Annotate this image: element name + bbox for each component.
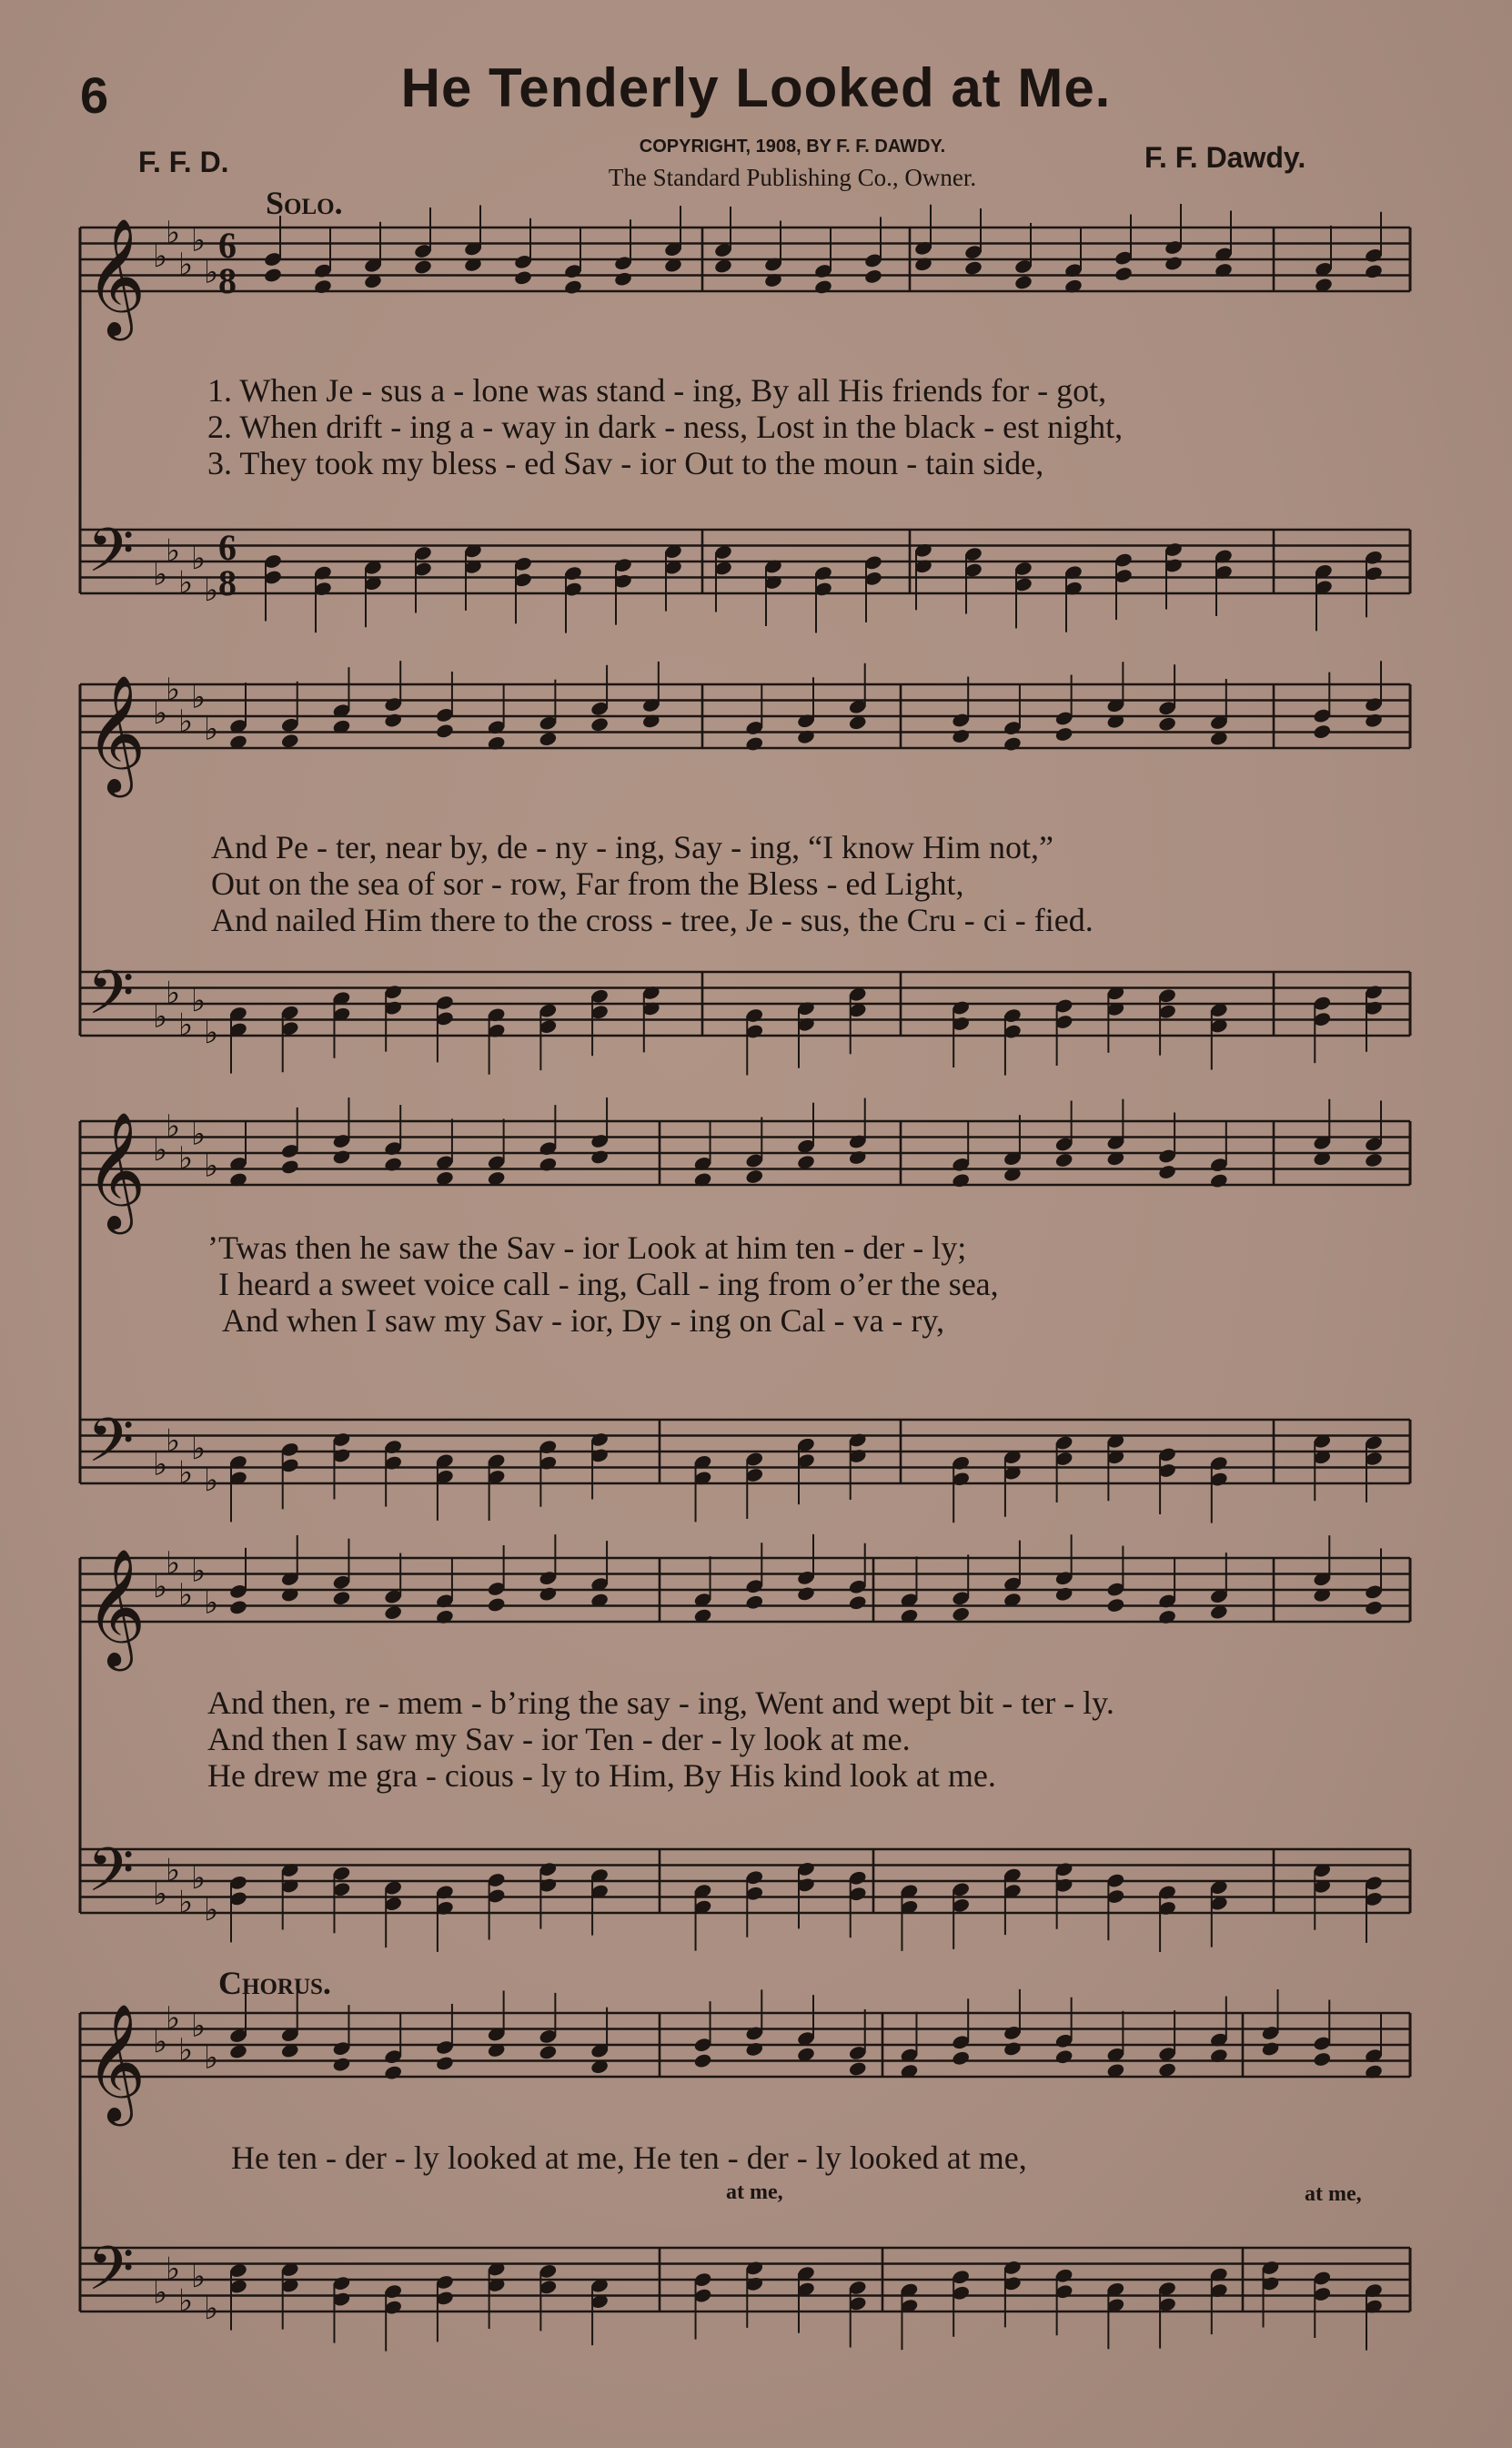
alto-echo-lyric: at me, <box>726 2180 783 2204</box>
note-head <box>952 2050 971 2067</box>
lyric-line: I heard a sweet voice call - ing, Call - ing from o’er the sea, <box>218 1266 999 1302</box>
flat-sign: ♭ <box>153 695 168 732</box>
note-head <box>384 2064 403 2080</box>
note-head <box>1157 1609 1176 1625</box>
flat-sign: ♭ <box>204 711 219 748</box>
note-head <box>745 1594 764 1611</box>
lyric-line: And when I saw my Sav - ior, Dy - ing on Cal - va - ry, <box>222 1302 945 1339</box>
lyric-line: ’Twas then he saw the Sav - ior Look at him ten - der - ly; <box>207 1229 967 1266</box>
note-head <box>539 2044 558 2060</box>
note-head <box>952 728 971 744</box>
flat-sign: ♭ <box>166 532 181 570</box>
bass-clef: 𝄢 <box>87 957 135 1043</box>
note-head <box>1054 2048 1074 2065</box>
note-head <box>952 1172 971 1189</box>
flat-sign: ♭ <box>204 572 219 609</box>
note-head <box>848 2060 867 2077</box>
note-head <box>1313 2051 1332 2068</box>
note-head <box>1157 716 1176 733</box>
flat-sign: ♭ <box>178 564 194 602</box>
flat-sign: ♭ <box>178 1884 194 1921</box>
lyric-line: Out on the sea of sor - row, Far from the Bless - ed Light, <box>211 865 964 902</box>
note-head <box>384 1156 403 1172</box>
flat-sign: ♭ <box>204 2039 219 2077</box>
composer-name: F. F. Dawdy. <box>1144 141 1306 174</box>
flat-sign: ♭ <box>191 1860 207 1897</box>
note-head <box>263 267 282 283</box>
note-head <box>280 733 299 749</box>
note-head <box>1209 1172 1228 1189</box>
note-head <box>1164 255 1183 271</box>
flat-sign: ♭ <box>153 1569 168 1605</box>
note-head <box>332 1148 351 1165</box>
note-head <box>796 729 815 745</box>
lyric-line: 2. When drift - ing a - way in dark - ness, Lost in the black - est night, <box>207 409 1124 445</box>
flat-sign: ♭ <box>153 238 168 275</box>
note-head <box>487 1596 506 1613</box>
flat-sign: ♭ <box>153 1446 168 1483</box>
publisher-line: The Standard Publishing Co., Owner. <box>608 164 977 191</box>
note-head <box>1003 735 1022 752</box>
flat-sign: ♭ <box>166 214 181 251</box>
note-head <box>1003 2040 1022 2057</box>
note-head <box>1106 1597 1125 1613</box>
flat-sign: ♭ <box>166 1422 181 1460</box>
lyric-line: He ten - der - ly looked at me, He ten - der - ly looked at me, <box>231 2139 1027 2176</box>
time-signature-bottom: 8 <box>218 562 237 603</box>
note-head <box>848 1594 867 1611</box>
note-head <box>693 2052 712 2069</box>
flat-sign: ♭ <box>153 1132 168 1168</box>
alto-echo-lyric: at me, <box>1305 2182 1362 2206</box>
note-head <box>590 716 609 733</box>
note-head <box>487 735 506 752</box>
note-head <box>745 2041 764 2058</box>
note-head <box>539 1585 558 1602</box>
lyricist-initials: F. F. D. <box>138 146 229 178</box>
note-head <box>539 731 558 747</box>
flat-sign: ♭ <box>204 1015 219 1051</box>
flat-sign: ♭ <box>153 998 168 1036</box>
note-head <box>813 278 832 295</box>
note-head <box>332 2056 351 2072</box>
note-head <box>863 268 882 285</box>
note-head <box>413 258 432 275</box>
note-head <box>1261 2040 1280 2057</box>
note-head <box>952 1606 971 1623</box>
note-head <box>590 1148 609 1165</box>
flat-sign: ♭ <box>204 1584 219 1622</box>
flat-sign: ♭ <box>153 556 168 593</box>
flat-sign: ♭ <box>178 2031 194 2069</box>
flat-sign: ♭ <box>178 246 194 283</box>
flat-sign: ♭ <box>191 2008 207 2045</box>
flat-sign: ♭ <box>178 1139 194 1177</box>
note-head <box>1313 723 1332 740</box>
flat-sign: ♭ <box>204 1892 219 1928</box>
note-head <box>1054 1586 1074 1603</box>
flat-sign: ♭ <box>191 983 207 1019</box>
note-head <box>745 1168 764 1185</box>
flat-sign: ♭ <box>191 2259 207 2295</box>
note-head <box>1054 1152 1074 1168</box>
note-head <box>435 1609 454 1625</box>
flat-sign: ♭ <box>204 1148 219 1185</box>
flat-sign: ♭ <box>166 1999 181 2037</box>
note-head <box>563 278 582 295</box>
treble-clef: 𝄞 <box>86 1111 146 1229</box>
flat-sign: ♭ <box>191 541 207 577</box>
copyright-line: COPYRIGHT, 1908, BY F. F. DAWDY. <box>639 137 946 157</box>
lyric-line: 3. They took my bless - ed Sav - ior Out to the moun - tain side, <box>207 445 1044 481</box>
flat-sign: ♭ <box>178 1454 194 1492</box>
flat-sign: ♭ <box>204 2291 219 2327</box>
flat-sign: ♭ <box>191 1553 207 1590</box>
note-head <box>1013 274 1033 290</box>
note-head <box>280 1158 299 1175</box>
flat-sign: ♭ <box>178 703 194 740</box>
treble-clef: 𝄞 <box>86 2003 146 2121</box>
time-signature-top: 6 <box>218 527 237 568</box>
flat-sign: ♭ <box>166 2251 181 2288</box>
flat-sign: ♭ <box>178 1007 194 1044</box>
flat-sign: ♭ <box>166 1852 181 1889</box>
lyric-line: And nailed Him there to the cross - tree, Je - sus, the Cru - ci - fied. <box>211 902 1094 938</box>
note-head <box>228 1599 247 1615</box>
flat-sign: ♭ <box>166 975 181 1012</box>
note-head <box>1364 713 1383 729</box>
treble-clef: 𝄞 <box>86 674 146 793</box>
note-head <box>613 271 632 288</box>
bass-clef: 𝄢 <box>87 2233 135 2319</box>
flat-sign: ♭ <box>166 1108 181 1145</box>
bass-clef: 𝄢 <box>87 1405 135 1491</box>
note-head <box>539 1157 558 1173</box>
note-head <box>1364 1152 1383 1168</box>
chorus-marker: Chorus. <box>218 1965 331 2001</box>
page-number: 6 <box>80 66 109 124</box>
note-head <box>384 712 403 728</box>
flat-sign: ♭ <box>153 1876 168 1913</box>
lyric-line: He drew me gra - cious - ly to Him, By His kind look at me. <box>207 1757 996 1794</box>
flat-sign: ♭ <box>178 1576 194 1613</box>
flat-sign: ♭ <box>166 1544 181 1582</box>
note-head <box>1157 1164 1176 1180</box>
treble-clef: 𝄞 <box>86 217 146 336</box>
lyric-line: And Pe - ter, near by, de - ny - ing, Say - ing, “I know Him not,” <box>211 829 1054 865</box>
flat-sign: ♭ <box>178 2282 194 2320</box>
note-head <box>1364 263 1383 279</box>
flat-sign: ♭ <box>153 2024 168 2060</box>
flat-sign: ♭ <box>166 671 181 708</box>
flat-sign: ♭ <box>191 1431 207 1467</box>
note-head <box>513 269 532 286</box>
note-head <box>745 735 764 752</box>
solo-marker: Solo. <box>266 185 343 221</box>
lyric-line: And then, re - mem - b’ring the say - ing, Went and wept bit - ter - ly. <box>207 1684 1114 1721</box>
flat-sign: ♭ <box>204 254 219 291</box>
note-head <box>963 259 983 276</box>
flat-sign: ♭ <box>191 1116 207 1153</box>
treble-clef: 𝄞 <box>86 1548 146 1666</box>
note-head <box>313 278 332 295</box>
note-head <box>1054 726 1074 743</box>
note-head <box>332 1590 351 1606</box>
note-head <box>796 1585 815 1602</box>
lyric-line: 1. When Je - sus a - lone was stand - ing, By all His friends for - got, <box>207 372 1107 409</box>
note-head <box>1114 266 1133 282</box>
flat-sign: ♭ <box>191 679 207 716</box>
note-head <box>435 723 454 739</box>
flat-sign: ♭ <box>204 1462 219 1499</box>
lyric-line: And then I saw my Sav - ior Ten - der - ly look at me. <box>207 1721 911 1757</box>
note-head <box>435 2055 454 2071</box>
flat-sign: ♭ <box>153 2274 168 2311</box>
bass-clef: 𝄢 <box>87 1835 135 1920</box>
note-head <box>1364 1600 1383 1616</box>
flat-sign: ♭ <box>191 222 207 259</box>
hymn-title: He Tenderly Looked at Me. <box>400 57 1112 118</box>
bass-clef: 𝄢 <box>87 515 135 601</box>
time-signature-top: 6 <box>218 225 237 266</box>
note-head <box>848 1149 867 1166</box>
time-signature-bottom: 8 <box>218 260 237 301</box>
